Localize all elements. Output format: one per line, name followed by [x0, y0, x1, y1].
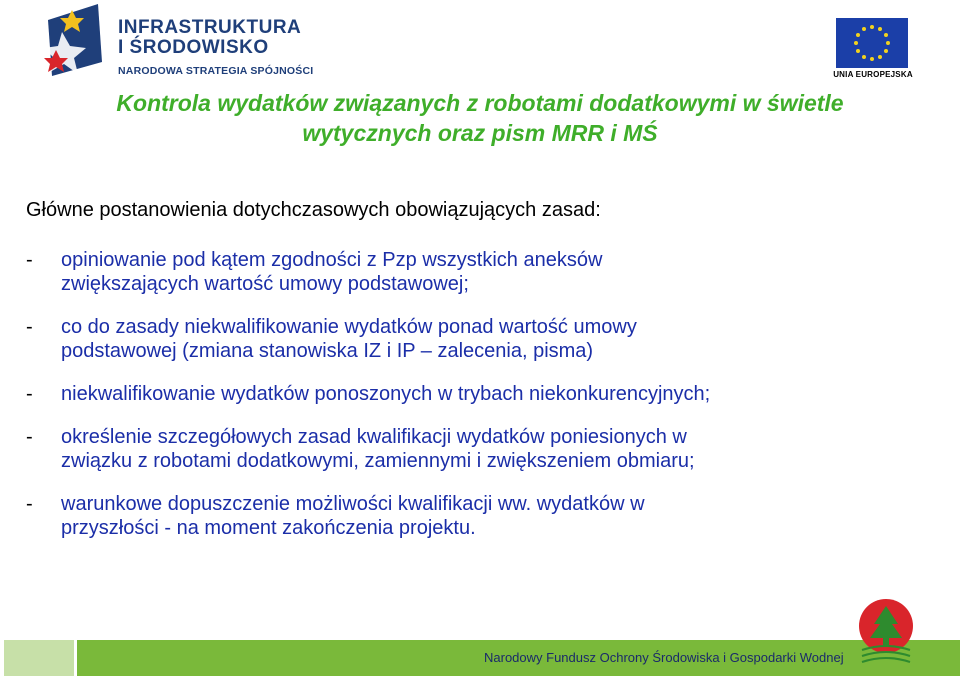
list-item	[26, 425, 936, 473]
logo-line2: I ŚRODOWISKO	[118, 37, 269, 58]
bullet-dash: -	[26, 383, 33, 405]
bullet-dash: -	[26, 316, 33, 338]
item-line1: co do zasady niekwalifikowanie wydatków ponad wartość umowy	[61, 316, 637, 338]
item-line2: podstawowej (zmiana stanowiska IZ i IP – zalecenia, pisma)	[61, 340, 594, 362]
item-line2: przyszłości - na moment zakończenia projektu.	[61, 517, 476, 539]
list-item	[26, 492, 936, 540]
eu-flag-icon	[836, 18, 908, 68]
item-line1: opiniowanie pod kątem zgodności z Pzp wszystkich aneksów	[61, 249, 603, 271]
list-item	[26, 382, 936, 406]
star-logo-icon	[42, 2, 114, 82]
infrastruktura-logo	[42, 2, 322, 82]
nfosigw-logo-icon	[858, 598, 914, 670]
item-line1: niekwalifikowanie wydatków ponoszonych w trybach niekonkurencyjnych;	[61, 383, 711, 405]
item-line1: warunkowe dopuszczenie możliwości kwalifikacji ww. wydatków w	[61, 493, 645, 515]
item-line2: związku z robotami dodatkowymi, zamiennymi i zwiększeniem obmiaru;	[61, 450, 695, 472]
footer-text: Narodowy Fundusz Ochrony Środowiska i Gospodarki Wodnej	[484, 650, 844, 665]
list-item	[26, 248, 936, 296]
title-line2: wytycznych oraz pism MRR i MŚ	[302, 120, 658, 146]
eu-label: UNIA EUROPEJSKA	[833, 70, 913, 79]
footer-bar-light	[4, 640, 74, 676]
bullet-dash: -	[26, 426, 33, 448]
item-line1: określenie szczegółowych zasad kwalifikacji wydatków poniesionych w	[61, 426, 687, 448]
item-line2: zwiększających wartość umowy podstawowej;	[61, 273, 469, 295]
bullet-dash: -	[26, 249, 33, 271]
bullet-list	[26, 248, 936, 559]
title-line1: Kontrola wydatków związanych z robotami dodatkowymi w świetle	[116, 90, 844, 116]
bullet-dash: -	[26, 493, 33, 515]
list-item	[26, 315, 936, 363]
logo-line3: NARODOWA STRATEGIA SPÓJNOŚCI	[118, 65, 314, 77]
intro-text: Główne postanowienia dotychczasowych obowiązujących zasad:	[26, 199, 601, 221]
slide-title	[40, 88, 920, 148]
logo-line1: INFRASTRUKTURA	[118, 17, 302, 38]
